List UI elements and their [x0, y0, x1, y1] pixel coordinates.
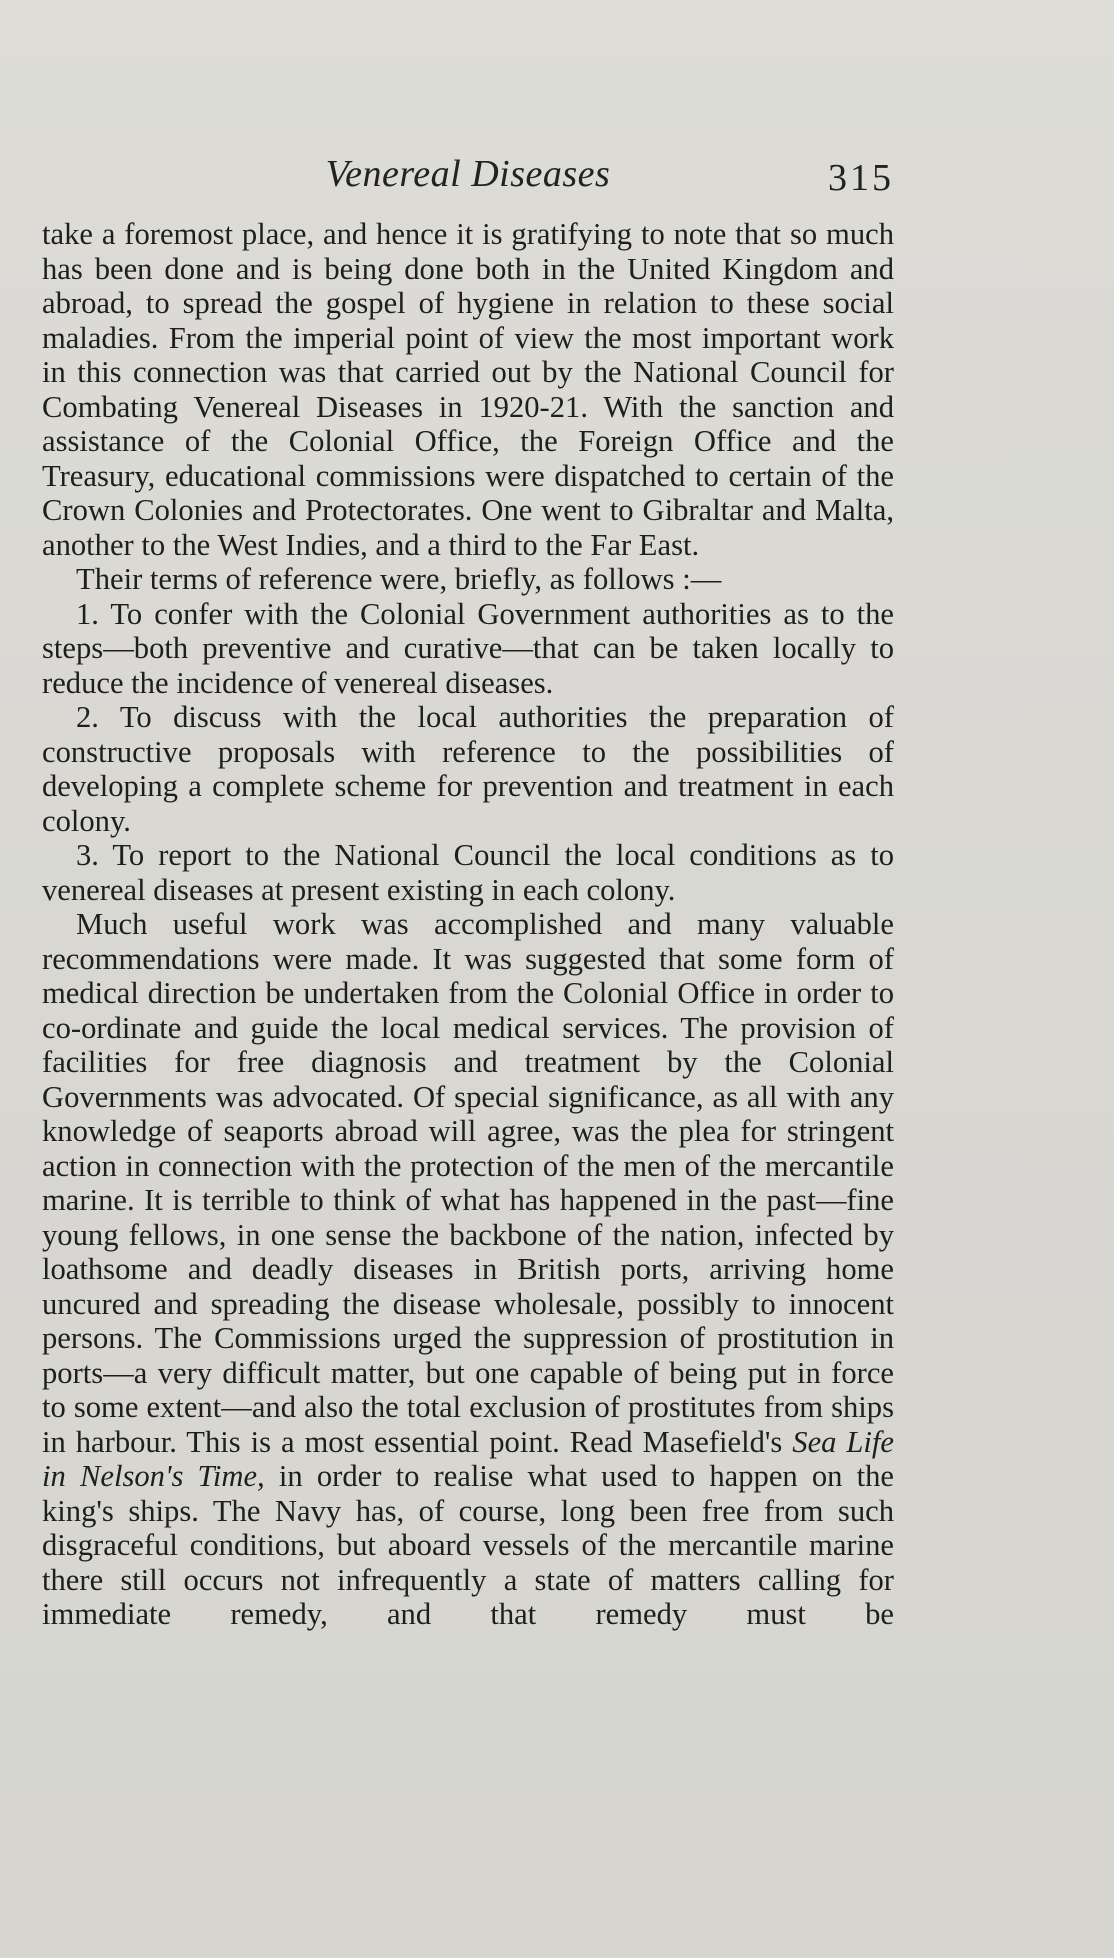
list-item-1: 1. To confer with the Colonial Government authorities as to the steps—both preventive and curative—that can be taken locally to reduce the incidence of venereal diseases. — [42, 596, 894, 700]
running-header — [42, 152, 894, 202]
list-item-3: 3. To report to the National Council the local conditions as to venereal diseases at present existing in each colony. — [42, 838, 894, 907]
paragraph-3-after: in order to realise what used to happen on the king's ships. The Navy has, of course, long been free from such disgraceful conditions, but aboard vessels of the mercantile marine there still occurs not infrequently a state of matters calling for immediate remedy, and that remedy must be — [42, 1459, 894, 1631]
book-title-italic: Sea Life in Nelson's Time, — [42, 1424, 895, 1493]
page-number: 315 — [828, 157, 894, 199]
paragraph-1: take a foremost place, and hence it is gratifying to note that so much has been done and is being done both in the United Kingdom and abroad, to spread the gospel of hygiene in relation to these social maladies. From the imperial point of view the most important work in this connection was that carried out by the National Council for Combating Venereal Diseases in 1920-21. With the sanction and assistance of the Colonial Office, the Foreign Office and the Treasury, educational commissions were dispatched to certain of the Crown Colonies and Protectorates. One went to Gibraltar and Malta, another to the West Indies, and a third to the Far East. — [42, 217, 894, 562]
paragraph-2: Their terms of reference were, briefly, as follows :— — [76, 562, 722, 596]
paragraph-3 — [42, 907, 894, 1632]
list-item-2: 2. To discuss with the local authorities the preparation of constructive proposals with reference to the possibilities of developing a complete scheme for prevention and treatment in each colony. — [42, 700, 894, 838]
paragraph-3-before: Much useful work was accomplished and many valuable recommendations were made. It was suggested that some form of medical direction be undertaken from the Colonial Office in order to co-ordinate and guide the local medical services. The provision of facilities for free diagnosis and treatment by the Colonial Governments was advocated. Of special significance, as all with any knowledge of seaports abroad will agree, was the plea for stringent action in connection with the protection of the men of the mercantile marine. It is terrible to think of what has happened in the past—fine young fellows, in one sense the backbone of the nation, infected by loathsome and deadly diseases in British ports, arriving home uncured and spreading the disease wholesale, possibly to innocent persons. The Commissions urged the suppression of prostitution in ports—a very difficult matter, but one capable of being put in force to some extent—and also the total exclusion of prostitutes from ships in harbour. This is a most essential point. Read Masefield's — [42, 907, 894, 1459]
body-text — [42, 217, 894, 1632]
running-title: Venereal Diseases — [325, 153, 611, 195]
